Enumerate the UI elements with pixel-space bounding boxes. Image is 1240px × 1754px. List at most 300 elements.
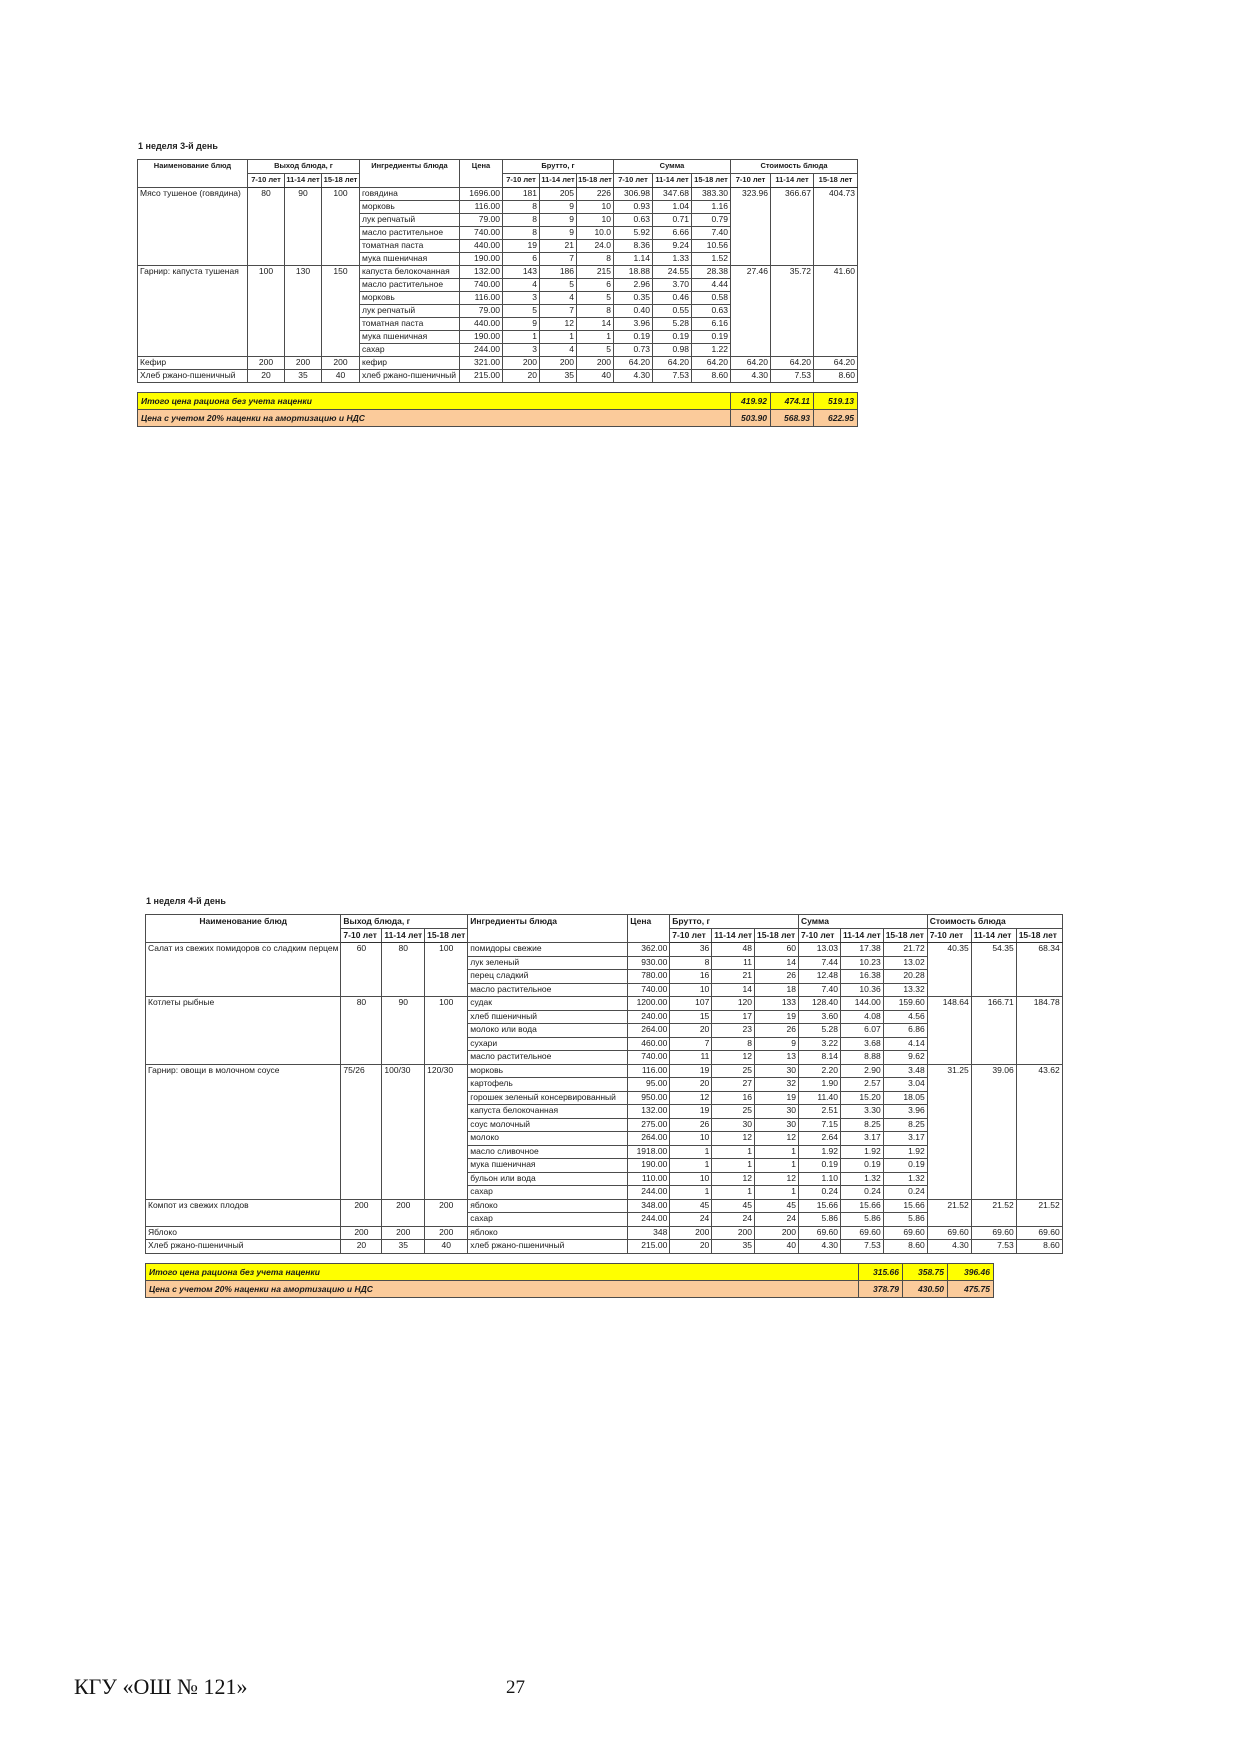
- output-cell: 120/30: [425, 1064, 468, 1199]
- cost-cell: 41.60: [814, 266, 858, 357]
- brutto-cell: 5: [540, 279, 577, 292]
- price-cell: 740.00: [460, 279, 503, 292]
- sum-cell: 3.48: [883, 1064, 927, 1078]
- sum-cell: 0.71: [653, 214, 692, 227]
- brutto-cell: 8: [503, 214, 540, 227]
- header-price: Цена: [628, 915, 670, 943]
- output-cell: 35: [382, 1240, 425, 1254]
- sum-cell: 4.44: [692, 279, 731, 292]
- sum-cell: 21.72: [883, 943, 927, 957]
- ingredient-name-cell: масло растительное: [360, 279, 460, 292]
- sum-cell: 1.92: [799, 1145, 841, 1159]
- brutto-cell: 9: [755, 1037, 799, 1051]
- brutto-cell: 24: [670, 1213, 712, 1227]
- header-age-2: 11-14 лет: [771, 174, 814, 188]
- sum-cell: 8.36: [614, 240, 653, 253]
- price-cell: 116.00: [628, 1064, 670, 1078]
- header-brutto-group: Брутто, г: [670, 915, 799, 929]
- brutto-cell: 15: [670, 1010, 712, 1024]
- brutto-cell: 25: [712, 1064, 755, 1078]
- cost-cell: 366.67: [771, 188, 814, 266]
- price-cell: 264.00: [628, 1024, 670, 1038]
- brutto-cell: 10: [670, 1172, 712, 1186]
- dish-name-cell: Хлеб ржано-пшеничный: [146, 1240, 341, 1254]
- brutto-cell: 14: [712, 983, 755, 997]
- price-cell: 240.00: [628, 1010, 670, 1024]
- sum-cell: 4.14: [883, 1037, 927, 1051]
- sum-cell: 0.35: [614, 292, 653, 305]
- ingredient-name-cell: томатная паста: [360, 240, 460, 253]
- brutto-cell: 5: [577, 292, 614, 305]
- sum-cell: 15.66: [799, 1199, 841, 1213]
- price-cell: 348: [628, 1226, 670, 1240]
- brutto-cell: 21: [712, 970, 755, 984]
- price-cell: 190.00: [460, 331, 503, 344]
- ingredient-name-cell: бульон или вода: [468, 1172, 628, 1186]
- brutto-cell: 1: [577, 331, 614, 344]
- sum-cell: 1.16: [692, 201, 731, 214]
- sum-cell: 3.17: [841, 1132, 884, 1146]
- sum-cell: 10.56: [692, 240, 731, 253]
- ingredient-name-cell: морковь: [360, 292, 460, 305]
- brutto-cell: 1: [540, 331, 577, 344]
- output-cell: 35: [285, 370, 322, 383]
- brutto-cell: 12: [712, 1132, 755, 1146]
- brutto-cell: 19: [503, 240, 540, 253]
- header-age-3: 15-18 лет: [577, 174, 614, 188]
- brutto-cell: 8: [670, 956, 712, 970]
- footer-org-name: КГУ «ОШ № 121»: [74, 1674, 248, 1699]
- sum-cell: 9.24: [653, 240, 692, 253]
- price-cell: 362.00: [628, 943, 670, 957]
- sum-cell: 18.05: [883, 1091, 927, 1105]
- ingredient-name-cell: сахар: [468, 1186, 628, 1200]
- brutto-cell: 8: [712, 1037, 755, 1051]
- sum-cell: 2.96: [614, 279, 653, 292]
- sum-cell: 1.52: [692, 253, 731, 266]
- menu-table: [145, 914, 1063, 1254]
- totals-row-no-markup: [138, 393, 858, 410]
- price-cell: 275.00: [628, 1118, 670, 1132]
- header-output-group: Выход блюда, г: [248, 160, 360, 174]
- price-cell: 116.00: [460, 292, 503, 305]
- brutto-cell: 24.0: [577, 240, 614, 253]
- sum-cell: 3.70: [653, 279, 692, 292]
- sum-cell: 7.53: [653, 370, 692, 383]
- sum-cell: 24.55: [653, 266, 692, 279]
- sum-cell: 0.24: [883, 1186, 927, 1200]
- dish-name-cell: Салат из свежих помидоров со сладким перцем: [146, 943, 341, 997]
- price-cell: 95.00: [628, 1078, 670, 1092]
- totals-label-cell: Цена с учетом 20% наценки на амортизацию и НДС: [146, 1280, 859, 1297]
- sum-cell: 3.60: [799, 1010, 841, 1024]
- sum-cell: 4.56: [883, 1010, 927, 1024]
- ingredient-name-cell: лук репчатый: [360, 305, 460, 318]
- sum-cell: 144.00: [841, 997, 884, 1011]
- header-dish: Наименование блюд: [146, 915, 341, 943]
- price-cell: 740.00: [628, 1051, 670, 1065]
- price-cell: 1200.00: [628, 997, 670, 1011]
- table-row: [138, 266, 858, 279]
- ingredient-name-cell: картофель: [468, 1078, 628, 1092]
- table-row: [146, 1240, 1063, 1254]
- brutto-cell: 200: [540, 357, 577, 370]
- brutto-cell: 26: [755, 970, 799, 984]
- ingredient-name-cell: помидоры свежие: [468, 943, 628, 957]
- ingredient-name-cell: мука пшеничная: [360, 253, 460, 266]
- sum-cell: 64.20: [614, 357, 653, 370]
- sum-cell: 69.60: [799, 1226, 841, 1240]
- brutto-cell: 14: [755, 956, 799, 970]
- cost-cell: 40.35: [927, 943, 971, 997]
- cost-cell: 69.60: [1016, 1226, 1062, 1240]
- brutto-cell: 24: [755, 1213, 799, 1227]
- header-age-1: 7-10 лет: [670, 929, 712, 943]
- sum-cell: 0.19: [653, 331, 692, 344]
- price-cell: 1918.00: [628, 1145, 670, 1159]
- output-cell: 60: [341, 943, 382, 997]
- sum-cell: 6.07: [841, 1024, 884, 1038]
- ingredient-name-cell: мука пшеничная: [468, 1159, 628, 1173]
- sum-cell: 7.15: [799, 1118, 841, 1132]
- sum-cell: 9.62: [883, 1051, 927, 1065]
- ingredient-name-cell: сухари: [468, 1037, 628, 1051]
- cost-cell: 166.71: [971, 997, 1016, 1065]
- output-cell: 100: [425, 997, 468, 1065]
- header-age-3: 15-18 лет: [425, 929, 468, 943]
- sum-cell: 10.23: [841, 956, 884, 970]
- cost-cell: 184.78: [1016, 997, 1062, 1065]
- output-cell: 100/30: [382, 1064, 425, 1199]
- sum-cell: 8.25: [841, 1118, 884, 1132]
- sum-cell: 20.28: [883, 970, 927, 984]
- sum-cell: 15.20: [841, 1091, 884, 1105]
- brutto-cell: 45: [712, 1199, 755, 1213]
- brutto-cell: 8: [503, 227, 540, 240]
- brutto-cell: 26: [670, 1118, 712, 1132]
- brutto-cell: 120: [712, 997, 755, 1011]
- sum-cell: 0.98: [653, 344, 692, 357]
- price-cell: 950.00: [628, 1091, 670, 1105]
- menu-table: [137, 159, 858, 383]
- price-cell: 79.00: [460, 214, 503, 227]
- output-cell: 40: [322, 370, 360, 383]
- sum-cell: 8.60: [692, 370, 731, 383]
- brutto-cell: 4: [503, 279, 540, 292]
- sum-cell: 5.86: [799, 1213, 841, 1227]
- brutto-cell: 10: [670, 983, 712, 997]
- header-price: Цена: [460, 160, 503, 188]
- cost-cell: 54.35: [971, 943, 1016, 997]
- brutto-cell: 215: [577, 266, 614, 279]
- sum-cell: 11.40: [799, 1091, 841, 1105]
- header-age-1: 7-10 лет: [503, 174, 540, 188]
- totals-value-cell: 519.13: [814, 393, 858, 410]
- brutto-cell: 200: [577, 357, 614, 370]
- sum-cell: 0.19: [614, 331, 653, 344]
- brutto-cell: 1: [712, 1186, 755, 1200]
- table-row: [146, 1064, 1063, 1078]
- totals-value-cell: 622.95: [814, 410, 858, 427]
- cost-cell: 323.96: [731, 188, 771, 266]
- output-cell: 200: [425, 1199, 468, 1226]
- header-output-group: Выход блюда, г: [341, 915, 468, 929]
- ingredient-name-cell: масло растительное: [360, 227, 460, 240]
- ingredient-name-cell: капуста белокочанная: [468, 1105, 628, 1119]
- table-title: 1 неделя 4-й день: [146, 896, 226, 906]
- sum-cell: 1.14: [614, 253, 653, 266]
- sum-cell: 0.93: [614, 201, 653, 214]
- totals-value-cell: 475.75: [948, 1280, 994, 1297]
- brutto-cell: 1: [670, 1186, 712, 1200]
- sum-cell: 28.38: [692, 266, 731, 279]
- totals-value-cell: 378.79: [859, 1280, 903, 1297]
- dish-name-cell: Гарнир: капуста тушеная: [138, 266, 248, 357]
- header-age-2: 11-14 лет: [971, 929, 1016, 943]
- sum-cell: 128.40: [799, 997, 841, 1011]
- header-age-2: 11-14 лет: [285, 174, 322, 188]
- dish-name-cell: Компот из свежих плодов: [146, 1199, 341, 1226]
- brutto-cell: 8: [577, 253, 614, 266]
- ingredient-name-cell: хлеб ржано-пшеничный: [360, 370, 460, 383]
- brutto-cell: 9: [503, 318, 540, 331]
- sum-cell: 0.19: [841, 1159, 884, 1173]
- dish-name-cell: Гарнир: овощи в молочном соусе: [146, 1064, 341, 1199]
- totals-value-cell: 396.46: [948, 1263, 994, 1280]
- brutto-cell: 8: [503, 201, 540, 214]
- output-cell: 80: [341, 997, 382, 1065]
- sum-cell: 3.96: [883, 1105, 927, 1119]
- ingredient-name-cell: перец сладкий: [468, 970, 628, 984]
- header-brutto-group: Брутто, г: [503, 160, 614, 174]
- menu-table-section-week1-day4: [145, 896, 1063, 1298]
- price-cell: 110.00: [628, 1172, 670, 1186]
- price-cell: 132.00: [460, 266, 503, 279]
- totals-value-cell: 568.93: [771, 410, 814, 427]
- cost-cell: 21.52: [971, 1199, 1016, 1226]
- price-cell: 215.00: [628, 1240, 670, 1254]
- header-age-1: 7-10 лет: [731, 174, 771, 188]
- brutto-cell: 10: [577, 201, 614, 214]
- brutto-cell: 40: [577, 370, 614, 383]
- sum-cell: 3.68: [841, 1037, 884, 1051]
- brutto-cell: 12: [670, 1091, 712, 1105]
- brutto-cell: 13: [755, 1051, 799, 1065]
- sum-cell: 3.22: [799, 1037, 841, 1051]
- ingredient-name-cell: масло растительное: [468, 1051, 628, 1065]
- brutto-cell: 30: [755, 1118, 799, 1132]
- brutto-cell: 10: [670, 1132, 712, 1146]
- brutto-cell: 16: [712, 1091, 755, 1105]
- price-cell: 132.00: [628, 1105, 670, 1119]
- brutto-cell: 1: [712, 1145, 755, 1159]
- dish-name-cell: Кефир: [138, 357, 248, 370]
- output-cell: 75/26: [341, 1064, 382, 1199]
- brutto-cell: 1: [755, 1145, 799, 1159]
- cost-cell: 21.52: [927, 1199, 971, 1226]
- ingredient-name-cell: хлеб пшеничный: [468, 1010, 628, 1024]
- dish-name-cell: Хлеб ржано-пшеничный: [138, 370, 248, 383]
- brutto-cell: 21: [540, 240, 577, 253]
- sum-cell: 159.60: [883, 997, 927, 1011]
- totals-value-cell: 315.66: [859, 1263, 903, 1280]
- price-cell: 1696.00: [460, 188, 503, 201]
- price-cell: 116.00: [460, 201, 503, 214]
- sum-cell: 15.66: [883, 1199, 927, 1213]
- brutto-cell: 9: [540, 201, 577, 214]
- sum-cell: 16.38: [841, 970, 884, 984]
- brutto-cell: 6: [577, 279, 614, 292]
- brutto-cell: 35: [540, 370, 577, 383]
- brutto-cell: 3: [503, 292, 540, 305]
- output-cell: 100: [322, 188, 360, 266]
- sum-cell: 6.86: [883, 1024, 927, 1038]
- sum-cell: 7.44: [799, 956, 841, 970]
- brutto-cell: 226: [577, 188, 614, 201]
- brutto-cell: 8: [577, 305, 614, 318]
- dish-name-cell: Котлеты рыбные: [146, 997, 341, 1065]
- totals-label-cell: Итого цена рациона без учета наценки: [146, 1263, 859, 1280]
- sum-cell: 1.04: [653, 201, 692, 214]
- brutto-cell: 7: [540, 253, 577, 266]
- cost-cell: 21.52: [1016, 1199, 1062, 1226]
- ingredient-name-cell: томатная паста: [360, 318, 460, 331]
- brutto-cell: 11: [712, 956, 755, 970]
- totals-value-cell: 474.11: [771, 393, 814, 410]
- cost-cell: 35.72: [771, 266, 814, 357]
- sum-cell: 7.40: [692, 227, 731, 240]
- output-cell: 200: [322, 357, 360, 370]
- header-age-3: 15-18 лет: [883, 929, 927, 943]
- totals-value-cell: 503.90: [731, 410, 771, 427]
- price-cell: 244.00: [628, 1213, 670, 1227]
- sum-cell: 0.19: [799, 1159, 841, 1173]
- brutto-cell: 200: [503, 357, 540, 370]
- brutto-cell: 9: [540, 214, 577, 227]
- table-row: [146, 997, 1063, 1011]
- ingredient-name-cell: молоко или вода: [468, 1024, 628, 1038]
- brutto-cell: 4: [540, 344, 577, 357]
- brutto-cell: 30: [755, 1105, 799, 1119]
- sum-cell: 69.60: [841, 1226, 884, 1240]
- brutto-cell: 12: [540, 318, 577, 331]
- cost-cell: 64.20: [814, 357, 858, 370]
- output-cell: 200: [382, 1199, 425, 1226]
- sum-cell: 5.28: [653, 318, 692, 331]
- header-ingredients: Ингредиенты блюда: [468, 915, 628, 943]
- brutto-cell: 40: [755, 1240, 799, 1254]
- table-row: [146, 1199, 1063, 1213]
- sum-cell: 0.79: [692, 214, 731, 227]
- brutto-cell: 12: [755, 1172, 799, 1186]
- brutto-cell: 5: [577, 344, 614, 357]
- cost-cell: 64.20: [771, 357, 814, 370]
- sum-cell: 8.25: [883, 1118, 927, 1132]
- totals-value-cell: 358.75: [903, 1263, 948, 1280]
- brutto-cell: 10: [577, 214, 614, 227]
- output-cell: 130: [285, 266, 322, 357]
- sum-cell: 7.53: [841, 1240, 884, 1254]
- cost-cell: 43.62: [1016, 1064, 1062, 1199]
- ingredient-name-cell: капуста белокочанная: [360, 266, 460, 279]
- cost-cell: 39.06: [971, 1064, 1016, 1199]
- sum-cell: 8.88: [841, 1051, 884, 1065]
- sum-cell: 2.57: [841, 1078, 884, 1092]
- output-cell: 90: [285, 188, 322, 266]
- sum-cell: 1.92: [883, 1145, 927, 1159]
- table-row: [138, 188, 858, 201]
- sum-cell: 4.30: [799, 1240, 841, 1254]
- sum-cell: 64.20: [653, 357, 692, 370]
- header-age-1: 7-10 лет: [799, 929, 841, 943]
- brutto-cell: 12: [712, 1051, 755, 1065]
- brutto-cell: 12: [712, 1172, 755, 1186]
- brutto-cell: 1: [712, 1159, 755, 1173]
- brutto-cell: 7: [670, 1037, 712, 1051]
- sum-cell: 0.46: [653, 292, 692, 305]
- sum-cell: 15.66: [841, 1199, 884, 1213]
- header-age-1: 7-10 лет: [248, 174, 285, 188]
- sum-cell: 5.86: [883, 1213, 927, 1227]
- output-cell: 80: [248, 188, 285, 266]
- totals-value-cell: 419.92: [731, 393, 771, 410]
- sum-cell: 1.32: [883, 1172, 927, 1186]
- sum-cell: 3.17: [883, 1132, 927, 1146]
- price-cell: 348.00: [628, 1199, 670, 1213]
- output-cell: 20: [248, 370, 285, 383]
- ingredient-name-cell: сахар: [468, 1213, 628, 1227]
- sum-cell: 69.60: [883, 1226, 927, 1240]
- brutto-cell: 45: [670, 1199, 712, 1213]
- sum-cell: 0.24: [799, 1186, 841, 1200]
- sum-cell: 8.14: [799, 1051, 841, 1065]
- brutto-cell: 6: [503, 253, 540, 266]
- ingredient-name-cell: морковь: [468, 1064, 628, 1078]
- totals-row-with-markup: [146, 1280, 994, 1297]
- dish-name-cell: Мясо тушеное (говядина): [138, 188, 248, 266]
- brutto-cell: 10.0: [577, 227, 614, 240]
- table-row: [138, 370, 858, 383]
- price-cell: 930.00: [628, 956, 670, 970]
- sum-cell: 0.63: [614, 214, 653, 227]
- brutto-cell: 1: [503, 331, 540, 344]
- brutto-cell: 19: [670, 1105, 712, 1119]
- totals-table: [137, 392, 858, 427]
- output-cell: 200: [248, 357, 285, 370]
- cost-cell: 4.30: [927, 1240, 971, 1254]
- ingredient-name-cell: говядина: [360, 188, 460, 201]
- sum-cell: 0.19: [692, 331, 731, 344]
- brutto-cell: 32: [755, 1078, 799, 1092]
- totals-value-cell: 430.50: [903, 1280, 948, 1297]
- brutto-cell: 20: [670, 1024, 712, 1038]
- ingredient-name-cell: хлеб ржано-пшеничный: [468, 1240, 628, 1254]
- totals-label-cell: Итого цена рациона без учета наценки: [138, 393, 731, 410]
- brutto-cell: 200: [755, 1226, 799, 1240]
- header-age-1: 7-10 лет: [341, 929, 382, 943]
- ingredient-name-cell: лук зеленый: [468, 956, 628, 970]
- price-cell: 740.00: [628, 983, 670, 997]
- header-age-3: 15-18 лет: [692, 174, 731, 188]
- output-cell: 150: [322, 266, 360, 357]
- ingredient-name-cell: горошек зеленый консервированный: [468, 1091, 628, 1105]
- table-title: 1 неделя 3-й день: [138, 141, 218, 151]
- price-cell: 215.00: [460, 370, 503, 383]
- menu-table-section-week1-day3: [137, 141, 858, 427]
- sum-cell: 1.90: [799, 1078, 841, 1092]
- output-cell: 200: [341, 1226, 382, 1240]
- ingredient-name-cell: яблоко: [468, 1199, 628, 1213]
